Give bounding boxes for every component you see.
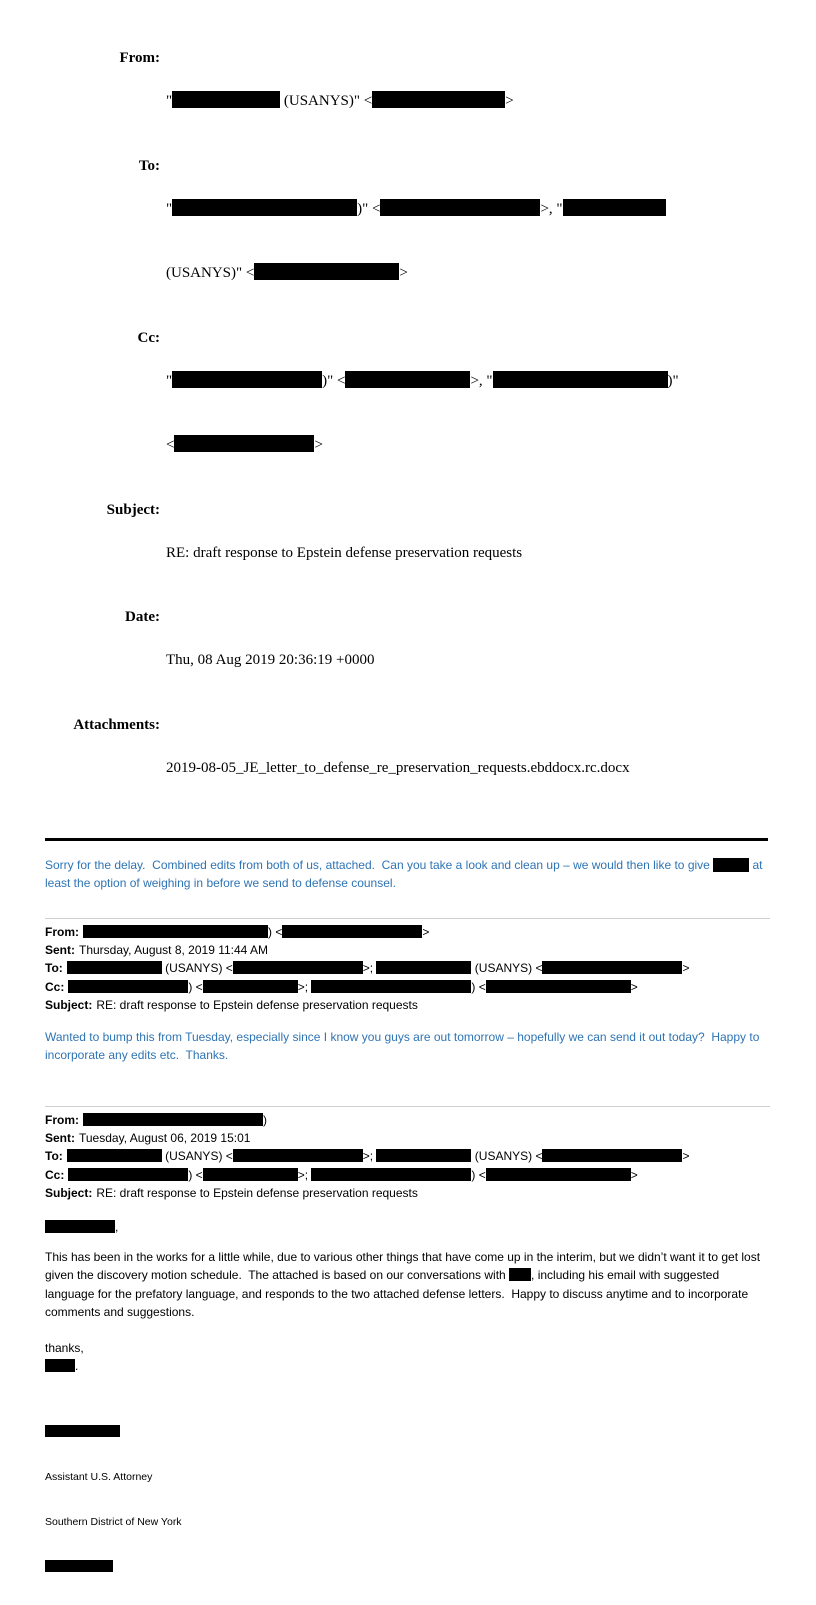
redaction-bar: [372, 91, 505, 108]
redaction-bar: [83, 1113, 263, 1126]
quoted-field-subject: [45, 996, 771, 1014]
redaction-bar: [67, 961, 162, 974]
field-value-line: RE: draft response to Epstein defense preservation requests: [166, 544, 523, 561]
redaction-bar: [486, 1168, 631, 1181]
body-paragraph: This has been in the works for a little while, due to various other things that have come up in the interim, but we didn’t want it to get lost given the discovery motion schedule. The attached is based on our conversations with , including his email with suggested language for the prefatory language, and responds to the two attached defense letters. Happy to discuss anytime and to incorporate comments and suggestions.: [45, 1250, 764, 1319]
signature-phone: [45, 1560, 771, 1575]
signoff-line: .: [45, 1357, 770, 1375]
header-field-from: [45, 48, 771, 156]
redaction-bar: [311, 980, 471, 993]
quoted-label-to: To:: [45, 961, 63, 976]
attachment-filename: 2019-08-05_JE_letter_to_defense_re_preservation_requests.ebddocx.rc.docx: [166, 759, 630, 776]
redaction-bar: [67, 1149, 162, 1162]
quoted-value-to: (USANYS) < >; (USANYS) < >: [67, 1149, 690, 1163]
redaction-bar: [203, 1168, 298, 1181]
redaction-bar: [233, 961, 363, 974]
field-label-to: To:: [138, 157, 160, 174]
quoted-label-subject: Subject:: [45, 997, 93, 1012]
quoted-value-cc: ) < >; ) < >: [68, 1168, 637, 1182]
field-value-to: [166, 156, 771, 328]
field-value-cc: [166, 328, 771, 500]
redaction-bar: [509, 1268, 531, 1281]
signature-name: [45, 1425, 771, 1440]
quoted-field-sent: [45, 941, 771, 959]
header-field-subject: [45, 500, 771, 608]
redaction-bar: [68, 1168, 188, 1181]
quoted-email-2-header: [45, 1111, 771, 1202]
quoted-field-to: [45, 1147, 771, 1165]
redaction-bar: [83, 925, 268, 938]
field-value-from: [166, 48, 771, 156]
quoted-value-subject: RE: draft response to Epstein defense preservation requests: [96, 997, 418, 1012]
quoted-label-from: From:: [45, 925, 79, 939]
redaction-bar: [45, 1425, 120, 1437]
header-field-to: [45, 156, 771, 328]
latest-reply-paragraph: Sorry for the delay. Combined edits from both of us, attached. Can you take a look and clean up – we would then like to give at least the option of weighing in before we send to defense counsel.: [45, 858, 766, 890]
quoted-label-from: From:: [45, 1113, 79, 1128]
field-value-date: [166, 607, 771, 715]
closing-line: thanks,: [45, 1341, 84, 1356]
redaction-bar: [45, 1359, 75, 1372]
quoted-field-from: [45, 1111, 771, 1129]
redaction-bar: [233, 1149, 363, 1162]
field-value-subject: [166, 500, 771, 608]
quoted-label-cc: Cc:: [45, 1167, 65, 1182]
quoted-value-subject: RE: draft response to Epstein defense preservation requests: [96, 1185, 418, 1200]
field-label-cc: Cc:: [137, 329, 160, 346]
field-value-line: " (USANYS)" < >: [166, 93, 514, 109]
field-value-line: (USANYS)" < >: [166, 265, 408, 281]
field-value-line: " )" < >, ": [166, 199, 771, 221]
field-label-attachments: Attachments:: [73, 716, 160, 733]
header-body-separator-rule: [45, 838, 768, 841]
signature-block: [45, 1395, 771, 1605]
quoted-field-from: [45, 923, 771, 941]
redaction-bar: [376, 1149, 471, 1162]
field-value-line: " )" < >, " )": [166, 372, 679, 389]
redaction-bar: [203, 980, 298, 993]
quoted-value-cc: ) < >; ) < >: [68, 980, 637, 994]
email-header-block: [45, 48, 771, 822]
redaction-bar: [380, 199, 540, 216]
redaction-bar: [172, 91, 280, 108]
field-value-line: Thu, 08 Aug 2019 20:36:19 +0000: [166, 652, 375, 668]
header-field-attachments: [45, 715, 771, 823]
quoted-label-subject: Subject:: [45, 1185, 93, 1200]
redaction-bar: [486, 980, 631, 993]
header-field-cc: [45, 328, 771, 500]
quoted-label-sent: Sent:: [45, 943, 75, 958]
field-value-attachments: [166, 715, 771, 823]
field-label-from: From:: [119, 50, 160, 66]
quoted-label-to: To:: [45, 1149, 63, 1164]
quoted-value-to: (USANYS) < >; (USANYS) < >: [67, 961, 690, 975]
quoted-label-cc: Cc:: [45, 979, 65, 994]
quoted-email-1-paragraph: Wanted to bump this from Tuesday, especially since I know you guys are out tomorrow – hopefully we can send it out today? Happy to incorporate any edits etc. Thanks.: [45, 1030, 763, 1063]
quoted-email-divider: [45, 1106, 770, 1107]
redaction-bar: [311, 1168, 471, 1181]
redaction-bar: [254, 263, 399, 280]
salutation-line: ,: [45, 1218, 770, 1236]
quoted-field-to: [45, 959, 771, 977]
field-label-date: Date:: [125, 609, 160, 625]
redaction-bar: [45, 1220, 115, 1233]
quoted-value-from: ) < >: [83, 925, 429, 939]
quoted-value-from: ): [83, 1113, 267, 1127]
quoted-field-subject: [45, 1184, 771, 1202]
redaction-bar: [174, 435, 314, 452]
redaction-bar: [542, 961, 682, 974]
quoted-field-cc: [45, 978, 771, 996]
redaction-bar: [713, 858, 749, 872]
quoted-email-1-header: [45, 923, 771, 1014]
field-value-line: < >: [166, 437, 323, 453]
redaction-bar: [563, 199, 666, 216]
quoted-email-divider: [45, 918, 770, 919]
redaction-bar: [376, 961, 471, 974]
redaction-bar: [282, 925, 422, 938]
signature-office: Southern District of New York: [45, 1516, 182, 1529]
redaction-bar: [172, 199, 357, 216]
quoted-value-sent: Thursday, August 8, 2019 11:44 AM: [79, 943, 269, 958]
redaction-bar: [68, 980, 188, 993]
redaction-bar: [345, 371, 470, 388]
signature-title: Assistant U.S. Attorney: [45, 1471, 153, 1484]
header-field-date: [45, 607, 771, 715]
quoted-value-sent: Tuesday, August 06, 2019 15:01: [79, 1131, 251, 1146]
field-label-subject: Subject:: [106, 501, 160, 518]
quoted-field-cc: [45, 1166, 771, 1184]
quoted-label-sent: Sent:: [45, 1131, 75, 1146]
redaction-bar: [493, 371, 668, 388]
quoted-field-sent: [45, 1129, 771, 1147]
redaction-bar: [45, 1560, 113, 1572]
redaction-bar: [172, 371, 322, 388]
redaction-bar: [542, 1149, 682, 1162]
